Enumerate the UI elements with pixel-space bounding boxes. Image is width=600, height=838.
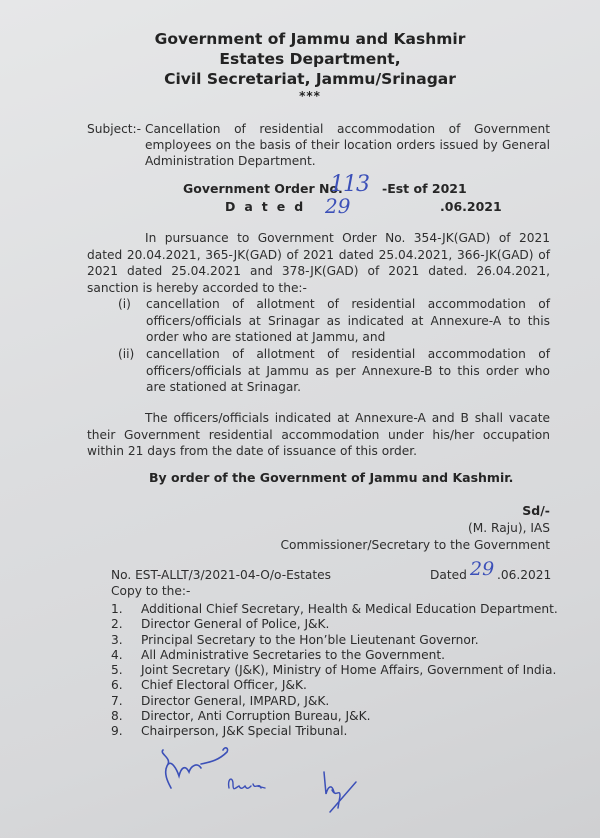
copy-list-item	[111, 633, 558, 648]
copy-item-text: Chief Electoral Officer, J&K.	[141, 678, 307, 693]
signature-stroke	[324, 772, 356, 812]
signed-mark: Sd/-	[522, 503, 550, 518]
sanction-item	[118, 296, 550, 346]
copy-item-number: 5.	[111, 663, 123, 678]
copy-list-item	[111, 648, 558, 663]
copy-list-item	[111, 678, 558, 693]
handwritten-signature-3	[318, 768, 368, 818]
copy-list-item	[111, 617, 558, 632]
sanction-item	[118, 346, 550, 396]
copy-item-text: Director, Anti Corruption Bureau, J&K.	[141, 709, 371, 724]
copy-item-number: 2.	[111, 617, 123, 632]
copy-item-number: 6.	[111, 678, 123, 693]
copy-item-text: Principal Secretary to the Hon’ble Lieutenant Governor.	[141, 632, 479, 647]
intro-paragraph: In pursuance to Government Order No. 354-JK(GAD) of 2021 dated 20.04.2021, 365-JK(GAD) of 2021 dated 25.04.2021, 366-JK(GAD) of 2021 dated 25.04.2021 and 378-JK(GAD) of 2021 dated. 26.04.2021, sanction is hereby accorded to the:-	[87, 231, 550, 295]
copy-item-text: Director General, IMPARD, J&K.	[141, 693, 330, 708]
copy-item-text: All Administrative Secretaries to the Government.	[141, 647, 445, 662]
sanction-item-number: (ii)	[118, 347, 135, 361]
sanction-item-text: cancellation of allotment of residential accommodation of officers/officials at Jammu as per Annexure-B to this order who are stationed at Srinagar.	[146, 347, 550, 394]
copy-item-number: 3.	[111, 632, 123, 647]
header-ornament: ***	[299, 89, 321, 103]
copy-item-text: Director General of Police, J&K.	[141, 617, 330, 632]
order-day-handwritten: 29	[325, 194, 351, 218]
reference-day-handwritten: 29	[470, 558, 495, 580]
reference-number: No. EST-ALLT/3/2021-04-O/o-Estates	[111, 568, 332, 582]
copy-list-item	[111, 602, 558, 617]
signatory-designation: Commissioner/Secretary to the Government	[280, 538, 550, 552]
copy-item-text: Joint Secretary (J&K), Ministry of Home Affairs, Government of India.	[141, 663, 557, 678]
copy-item-number: 8.	[111, 709, 123, 724]
copy-item-number: 1.	[111, 602, 123, 616]
order-date-suffix: .06.2021	[440, 199, 502, 214]
copy-item-number: 9.	[111, 724, 123, 739]
copy-item-text: Additional Chief Secretary, Health & Medical Education Department.	[141, 602, 558, 616]
copy-list-item	[111, 709, 558, 724]
signatory-name: (M. Raju), IAS	[468, 521, 550, 535]
copy-to-label: Copy to the:-	[111, 584, 191, 598]
order-number-suffix: -Est of 2021	[382, 181, 467, 196]
copy-list-item	[111, 663, 558, 678]
order-number-handwritten: 113	[330, 172, 369, 197]
copy-item-number: 4.	[111, 647, 123, 662]
copy-list-item	[111, 694, 558, 709]
header-department: Estates Department,	[219, 50, 401, 68]
reference-dated-label: Dated	[430, 568, 467, 582]
subject-text: Cancellation of residential accommodation of Government employees on the basis of their location orders issued by General Administration Department.	[145, 122, 550, 168]
signature-stroke	[162, 748, 227, 788]
copy-item-text: Chairperson, J&K Special Tribunal.	[141, 724, 348, 739]
order-dated-label: Dated	[225, 199, 313, 214]
copy-list	[111, 602, 558, 740]
subject-label: Subject:-	[87, 122, 142, 136]
copy-list-item	[111, 724, 558, 739]
vacate-paragraph: The officers/officials indicated at Annexure-A and B shall vacate their Government residential accommodation under his/her occupation within 21 days from the date of issuance of this order.	[87, 411, 550, 458]
handwritten-signature-2	[225, 770, 285, 800]
signature-stroke	[229, 779, 265, 789]
reference-date-suffix: .06.2021	[497, 568, 552, 582]
header-secretariat: Civil Secretariat, Jammu/Srinagar	[164, 70, 456, 88]
header-government: Government of Jammu and Kashmir	[154, 30, 466, 48]
sanction-item-number: (i)	[118, 297, 131, 311]
order-number-label: Government Order No.	[183, 181, 343, 196]
by-order-line: By order of the Government of Jammu and Kashmir.	[149, 470, 514, 485]
sanction-item-text: cancellation of allotment of residential accommodation of officers/officials at Srinagar as indicated at Annexure-A to this order who are stationed at Jammu, and	[146, 297, 550, 344]
copy-item-number: 7.	[111, 693, 123, 708]
